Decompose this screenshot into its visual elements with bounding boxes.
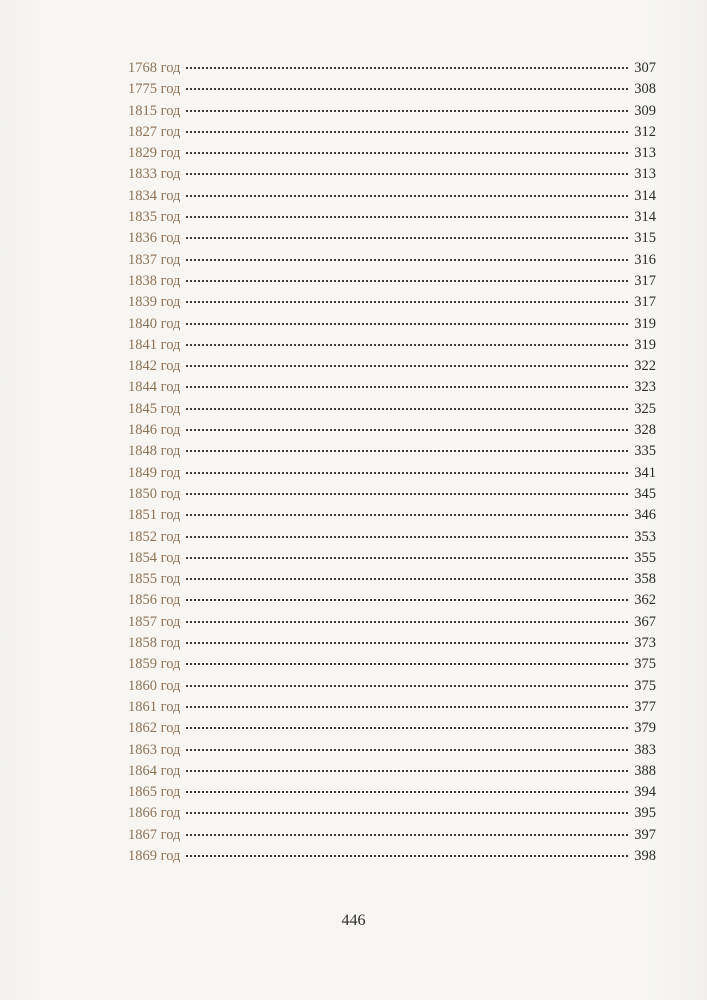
dot-leader [186,364,628,367]
dot-leader [186,66,628,69]
toc-entry-page-number: 353 [634,528,656,545]
toc-entry-page-number: 317 [634,294,656,311]
toc-entry-label: 1775 год [128,81,181,98]
toc-entry [128,463,656,484]
toc-entry-page-number: 312 [634,123,656,140]
toc-entry-page-number: 346 [634,507,656,524]
dot-leader [186,662,628,665]
toc-entry [128,122,656,143]
dot-leader [186,194,628,197]
toc-entry-page-number: 309 [634,102,656,119]
dot-leader [186,854,628,857]
toc-entry [128,548,656,569]
toc-entry-label: 1857 год [128,613,181,630]
toc-entry-page-number: 341 [634,464,656,481]
dot-leader [186,705,628,708]
toc-entry-label: 1845 год [128,400,181,417]
toc-entry [128,590,656,611]
toc-entry-label: 1852 год [128,528,181,545]
toc-entry-page-number: 319 [634,336,656,353]
toc-entry-page-number: 355 [634,549,656,566]
toc-entry [128,697,656,718]
toc-entry-page-number: 362 [634,592,656,609]
dot-leader [186,598,628,601]
toc-entry [128,569,656,590]
toc-entry-label: 1835 год [128,209,181,226]
toc-entry-label: 1836 год [128,230,181,247]
toc-entry [128,718,656,739]
toc-entry-label: 1834 год [128,187,181,204]
toc-entry-label: 1866 год [128,805,181,822]
toc-entry-label: 1841 год [128,336,181,353]
toc-entry-page-number: 377 [634,698,656,715]
toc-entry-page-number: 313 [634,145,656,162]
toc-entry [128,335,656,356]
toc-entry [128,654,656,675]
toc-entry [128,356,656,377]
toc-entry-page-number: 315 [634,230,656,247]
toc-entry [128,143,656,164]
toc-entry-page-number: 383 [634,741,656,758]
dot-leader [186,407,628,410]
dot-leader [186,258,628,261]
page-number: 446 [341,912,366,929]
toc-entry-label: 1861 год [128,698,181,715]
toc-entry [128,825,656,846]
toc-entry-label: 1867 год [128,826,181,843]
toc-entry [128,292,656,313]
table-of-contents [128,58,656,867]
dot-leader [186,748,628,751]
toc-entry [128,633,656,654]
toc-entry [128,250,656,271]
toc-entry-label: 1833 год [128,166,181,183]
toc-entry-page-number: 375 [634,656,656,673]
toc-entry-label: 1829 год [128,145,181,162]
dot-leader [186,726,628,729]
toc-entry [128,527,656,548]
toc-entry [128,207,656,228]
toc-entry-page-number: 307 [634,60,656,76]
toc-entry [128,420,656,441]
toc-entry-page-number: 388 [634,762,656,779]
toc-entry [128,399,656,420]
toc-entry-page-number: 308 [634,81,656,98]
dot-leader [186,279,628,282]
dot-leader [186,87,628,90]
toc-entry-page-number: 367 [634,613,656,630]
dot-leader [186,513,628,516]
toc-entry-label: 1860 год [128,677,181,694]
toc-entry-label: 1858 год [128,635,181,652]
toc-entry-page-number: 317 [634,272,656,289]
toc-entry [128,377,656,398]
toc-entry-page-number: 328 [634,422,656,439]
dot-leader [186,492,628,495]
toc-entry-label: 1856 год [128,592,181,609]
dot-leader [186,641,628,644]
toc-entry [128,740,656,761]
toc-entry-label: 1851 год [128,507,181,524]
dot-leader [186,535,628,538]
dot-leader [186,833,628,836]
dot-leader [186,385,628,388]
dot-leader [186,684,628,687]
dot-leader [186,322,628,325]
toc-entry-label: 1848 год [128,443,181,460]
toc-entry [128,271,656,292]
toc-entry [128,612,656,633]
toc-entry-page-number: 325 [634,400,656,417]
toc-entry-label: 1842 год [128,358,181,375]
toc-entry-page-number: 322 [634,358,656,375]
toc-entry-page-number: 397 [634,826,656,843]
dot-leader [186,790,628,793]
dot-leader [186,811,628,814]
toc-entry-label: 1855 год [128,571,181,588]
dot-leader [186,620,628,623]
toc-entry [128,676,656,697]
toc-entry [128,803,656,824]
toc-entry-page-number: 395 [634,805,656,822]
dot-leader [186,769,628,772]
toc-entry-label: 1838 год [128,272,181,289]
dot-leader [186,172,628,175]
toc-entry [128,505,656,526]
toc-entry-page-number: 345 [634,485,656,502]
toc-entry [128,761,656,782]
toc-entry-page-number: 314 [634,209,656,226]
toc-entry [128,846,656,867]
toc-entry [128,484,656,505]
toc-entry-label: 1869 год [128,847,181,864]
toc-entry-page-number: 358 [634,571,656,588]
dot-leader [186,236,628,239]
toc-entry-label: 1854 год [128,549,181,566]
toc-entry-page-number: 316 [634,251,656,268]
toc-entry-page-number: 314 [634,187,656,204]
dot-leader [186,428,628,431]
toc-entry-label: 1862 год [128,720,181,737]
dot-leader [186,577,628,580]
toc-entry-label: 1837 год [128,251,181,268]
toc-entry-label: 1863 год [128,741,181,758]
toc-entry [128,314,656,335]
toc-entry-label: 1839 год [128,294,181,311]
toc-entry [128,186,656,207]
toc-entry-page-number: 373 [634,635,656,652]
toc-entry-page-number: 313 [634,166,656,183]
toc-entry-label: 1844 год [128,379,181,396]
toc-entry-label: 1864 год [128,762,181,779]
toc-entry-page-number: 375 [634,677,656,694]
dot-leader [186,343,628,346]
toc-entry-label: 1850 год [128,485,181,502]
toc-entry-label: 1846 год [128,422,181,439]
toc-entry-label: 1849 год [128,464,181,481]
toc-entry-label: 1865 год [128,784,181,801]
dot-leader [186,300,628,303]
toc-entry [128,79,656,100]
toc-entry [128,782,656,803]
toc-entry-label: 1815 год [128,102,181,119]
toc-entry [128,101,656,122]
toc-entry-page-number: 379 [634,720,656,737]
toc-entry [128,164,656,185]
toc-entry-label: 1840 год [128,315,181,332]
dot-leader [186,130,628,133]
toc-entry [128,441,656,462]
dot-leader [186,449,628,452]
dot-leader [186,151,628,154]
toc-entry-label: 1859 год [128,656,181,673]
dot-leader [186,556,628,559]
toc-entry-label: 1827 год [128,123,181,140]
toc-entry-page-number: 319 [634,315,656,332]
toc-entry-page-number: 394 [634,784,656,801]
toc-entry [128,228,656,249]
dot-leader [186,215,628,218]
toc-entry-page-number: 323 [634,379,656,396]
toc-entry [128,58,656,79]
toc-entry-page-number: 335 [634,443,656,460]
dot-leader [186,471,628,474]
toc-entry-page-number: 398 [634,847,656,864]
toc-entry-label: 1768 год [128,60,181,76]
dot-leader [186,109,628,112]
